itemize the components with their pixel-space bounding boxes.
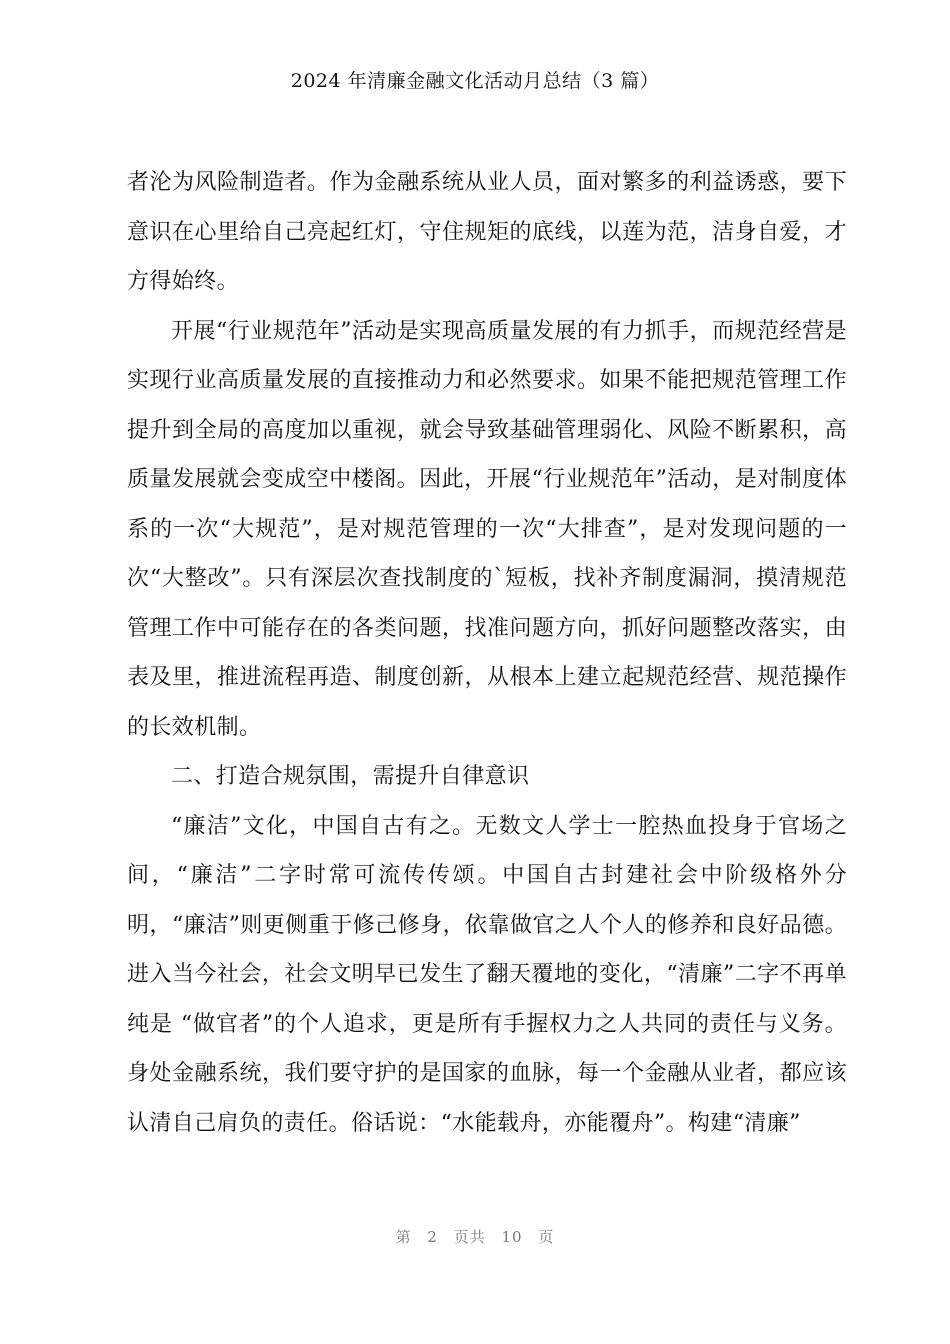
document-body xyxy=(127,158,847,1148)
paragraph-industry-standard-year: 开展“行业规范年”活动是实现高质量发展的有力抓手，而规范经营是实现行业高质量发展的直接推动力和必然要求。如果不能把规范管理工作提升到全局的高度加以重视，就会导致基础管理弱化、风险不断累积，高质量发展就会变成空中楼阁。因此，开展“行业规范年”活动，是对制度体系的一次“大规范”，是对规范管理的一次“大排查”，是对发现问题的一次“大整改”。只有深层次查找制度的`短板，找补齐制度漏洞，摸清规范管理工作中可能存在的各类问题，找准问题方向，抓好问题整改落实，由表及里，推进流程再造、制度创新，从根本上建立起规范经营、规范操作的长效机制。 xyxy=(127,318,847,740)
footer-prefix: 第 xyxy=(395,1228,412,1246)
footer-suffix: 页 xyxy=(538,1228,555,1246)
section-heading: 二、打造合规氛围，需提升自律意识 xyxy=(171,764,530,789)
footer-current-page: 2 xyxy=(427,1228,438,1246)
paragraph-integrity-culture: “廉洁”文化，中国自古有之。无数文人学士一腔热血投身于官场之间，“廉洁”二字时常可流传传颂。中国自古封建社会中阶级格外分明，“廉洁”则更侧重于修己修身，依靠做官之人个人的修养和良好品德。进入当今社会，社会文明早已发生了翻天覆地的变化，“清廉”二字不再单纯是 “做官者”的个人追求，更是所有手握权力之人共同的责任与义务。身处金融系统，我们要守护的是国家的血脉，每一个金融从业者，都应该认清自己肩负的责任。俗话说：“水能载舟，亦能覆舟”。构建“清廉” xyxy=(127,813,847,1136)
paragraph-continuation: 者沦为风险制造者。作为金融系统从业人员，面对繁多的利益诱惑，要下意识在心里给自己亮起红灯，守住规矩的底线，以莲为范，洁身自爱，才方得始终。 xyxy=(127,170,847,294)
document-title: 2024 年清廉金融文化活动月总结（3 篇） xyxy=(290,70,660,92)
page-footer xyxy=(0,1226,950,1247)
footer-middle: 页共 xyxy=(453,1228,486,1246)
footer-total-pages: 10 xyxy=(501,1228,523,1246)
